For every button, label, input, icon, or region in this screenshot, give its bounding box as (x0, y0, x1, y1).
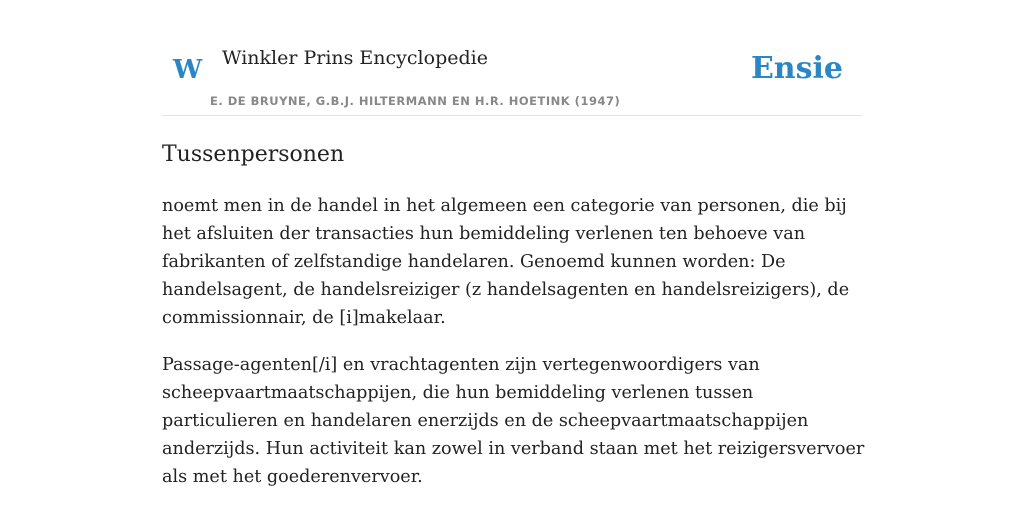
article-body (162, 192, 872, 510)
article-paragraph: noemt men in de handel in het algemeen een categorie van personen, die bij het afsluiten der transacties hun bemiddeling verlenen ten behoeve van fabrikanten of zelfstandige handelaren. Genoemd kunnen worden: De handelsagent, de handelsreiziger (z handelsagenten en handelsreizigers), de commissionnair, de [i]makelaar. (162, 196, 850, 328)
article-title: Tussenpersonen (162, 142, 345, 167)
source-authors: E. DE BRUYNE, G.B.J. HILTERMANN EN H.R. HOETINK (1947) (210, 94, 621, 108)
winkler-prins-logo[interactable]: W (173, 55, 203, 85)
source-header (162, 0, 862, 116)
ensie-logo[interactable]: Ensie (750, 51, 843, 86)
source-title[interactable]: Winkler Prins Encyclopedie (222, 47, 488, 69)
article-paragraph: Passage-agenten[/i] en vrachtagenten zijn vertegenwoordigers van scheepvaartmaatschappijen, die hun bemiddeling verlenen tussen particulieren en handelaren enerzijds en de scheepvaartmaatschappijen anderzijds. Hun activiteit kan zowel in verband staan met het reizigersvervoer als met het goederenvervoer. (162, 355, 865, 487)
page-container (162, 0, 865, 487)
